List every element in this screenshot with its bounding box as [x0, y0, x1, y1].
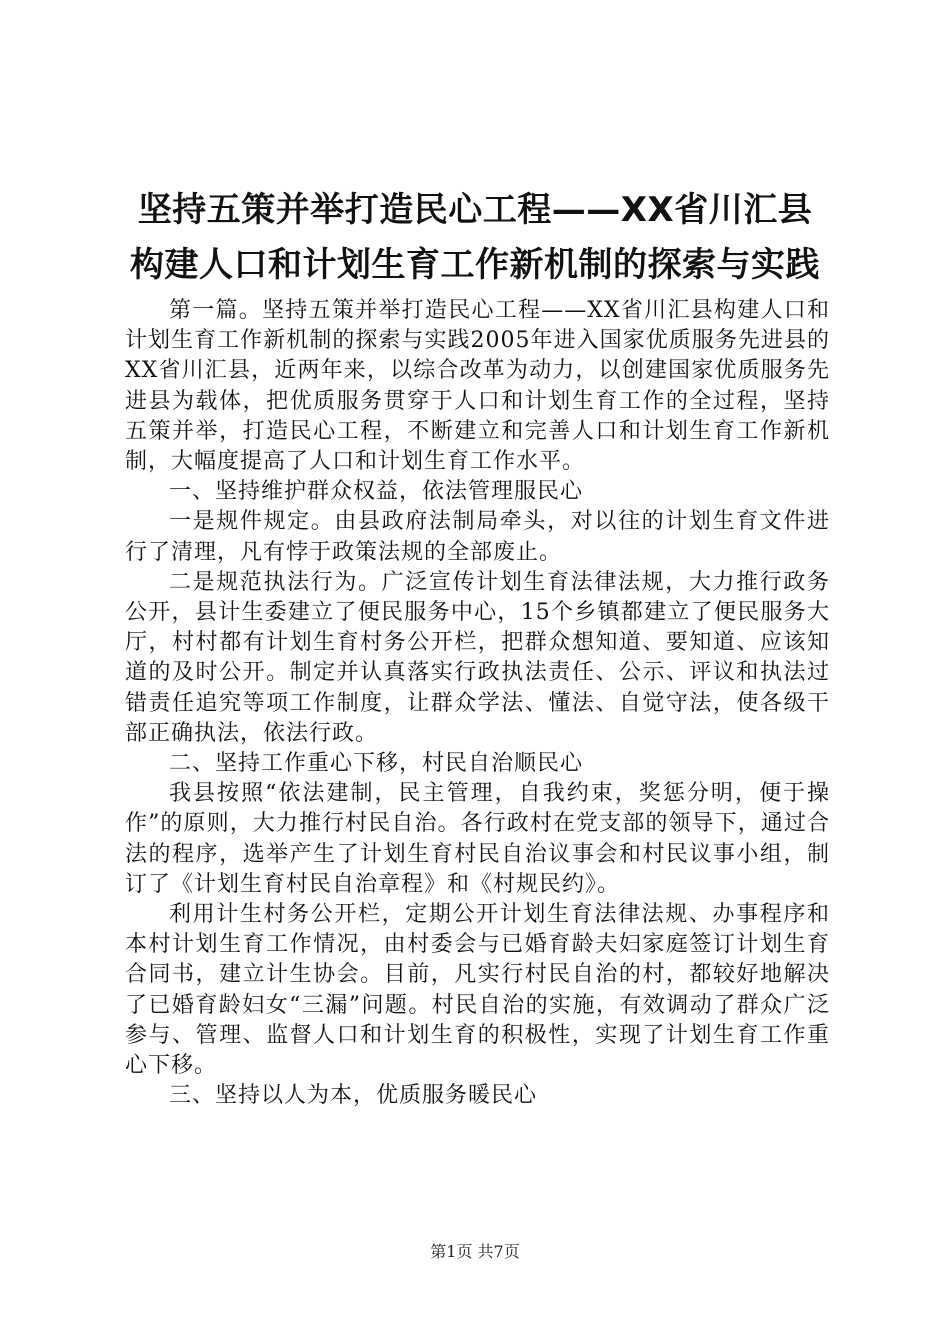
paragraph-intro: 第一篇。坚持五策并举打造民心工程——XX省川汇县构建人口和计划生育工作新机制的探索与实践2005年进入国家优质服务先进县的XX省川汇县，近两年来，以综合改革为动力，以创建国家优质服务先进县为载体，把优质服务贯穿于人口和计划生育工作的全过程，坚持五策并举，打造民心工程，不断建立和完善人口和计划生育工作新机制，大幅度提高了人口和计划生育工作水平。: [125, 298, 830, 475]
section-heading-2: 二、坚持工作重心下移，村民自治顺民心: [169, 751, 584, 777]
section-heading-3: 三、坚持以人为本，优质服务暖民心: [169, 1083, 538, 1109]
document-title-line-2: 构建人口和计划生育工作新机制的探索与实践: [130, 245, 820, 285]
section-heading-1: 一、坚持维护群众权益，依法管理服民心: [169, 479, 584, 505]
paragraph: 利用计生村务公开栏，定期公开计划生育法律法规、办事程序和本村计划生育工作情况，由村委会与已婚育龄夫妇家庭签订计划生育合同书，建立计生协会。目前，凡实行村民自治的村，都较好地解决了已婚育龄妇女“三漏”问题。村民自治的实施，有效调动了群众广泛参与、管理、监督人口和计划生育的积极性，实现了计划生育工作重心下移。: [125, 902, 830, 1079]
paragraph: 我县按照“依法建制，民主管理，自我约束，奖惩分明，便于操作”的原则，大力推行村民自治。各行政村在党支部的领导下，通过合法的程序，选举产生了计划生育村民自治议事会和村民议事小组，制订了《计划生育村民自治章程》和《村规民约》。: [125, 781, 830, 897]
page-number-footer: 第1页 共7页: [430, 1242, 520, 1261]
document-title-line-1: 坚持五策并举打造民心工程——XX省川汇县: [137, 190, 813, 230]
paragraph: 二是规范执法行为。广泛宣传计划生育法律法规，大力推行政务公开，县计生委建立了便民服务中心，15个乡镇都建立了便民服务大厅，村村都有计划生育村务公开栏，把群众想知道、要知道、应该知道的及时公开。制定并认真落实行政执法责任、公示、评议和执法过错责任追究等项工作制度，让群众学法、懂法、自觉守法，使各级干部正确执法，依法行政。: [125, 569, 830, 746]
document-body: [125, 296, 830, 1111]
paragraph: 一是规件规定。由县政府法制局牵头，对以往的计划生育文件进行了清理，凡有悖于政策法规的全部废止。: [125, 509, 830, 565]
